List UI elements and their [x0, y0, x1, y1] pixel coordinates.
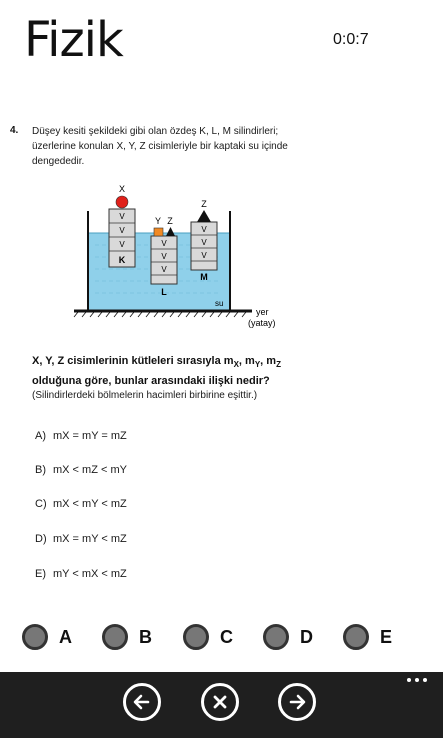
svg-text:V: V [161, 239, 167, 248]
answer-e[interactable]: E [343, 620, 392, 654]
svg-text:L: L [161, 287, 167, 297]
radio-a[interactable] [22, 624, 48, 650]
arrow-right-icon [287, 692, 307, 712]
close-icon [211, 693, 229, 711]
option-a: A) mX = mY = mZ [35, 430, 127, 442]
svg-text:(yatay): (yatay) [248, 318, 276, 328]
answer-d[interactable]: D [263, 620, 313, 654]
z-small-triangle [166, 227, 175, 236]
app-bar [0, 672, 443, 738]
svg-text:V: V [161, 265, 167, 274]
svg-text:V: V [201, 238, 207, 247]
z-triangle [197, 210, 211, 222]
question-note: (Silindirlerdeki bölmelerin hacimleri birbirine eşittir.) [32, 390, 258, 401]
svg-text:M: M [200, 272, 208, 282]
radio-d[interactable] [263, 624, 289, 650]
cylinder-m [191, 222, 217, 270]
option-b: B) mX < mZ < mY [35, 464, 127, 476]
option-c: C) mX < mY < mZ [35, 498, 127, 510]
radio-b[interactable] [102, 624, 128, 650]
close-button[interactable] [201, 683, 239, 721]
svg-text:V: V [119, 226, 125, 235]
radio-c[interactable] [183, 624, 209, 650]
svg-text:yer: yer [256, 307, 269, 317]
radio-e[interactable] [343, 624, 369, 650]
svg-text:Z: Z [167, 216, 173, 226]
answer-choices [0, 620, 443, 654]
physics-figure [70, 183, 310, 333]
answer-c[interactable]: C [183, 620, 233, 654]
cylinder-l [151, 236, 177, 284]
back-button[interactable] [123, 683, 161, 721]
svg-text:V: V [119, 240, 125, 249]
question-prompt: X, Y, Z cisimlerinin kütleleri sırasıyla $m_X$, $m_Y$, $m_Z$ olduğuna göre, bunlar arasındaki ilişki nedir? [32, 355, 281, 388]
svg-text:Z: Z [201, 199, 207, 209]
x-ball [116, 196, 128, 208]
option-e: E) mY < mX < mZ [35, 568, 127, 580]
question-number: 4. [10, 125, 19, 136]
y-box [154, 228, 163, 236]
timer: 0:0:7 [333, 31, 369, 48]
svg-text:K: K [118, 255, 126, 265]
answer-a[interactable]: A [22, 620, 72, 654]
cylinder-k [109, 209, 135, 267]
option-d: D) mX = mY < mZ [35, 533, 127, 545]
ellipsis-icon [407, 678, 411, 682]
svg-text:V: V [161, 252, 167, 261]
svg-text:V: V [119, 212, 125, 221]
svg-text:su: su [215, 299, 224, 308]
svg-text:X: X [118, 184, 126, 194]
arrow-left-icon [132, 692, 152, 712]
question-text: Düşey kesiti şekildeki gibi olan özdeş K, L, M silindirleri; üzerlerine konulan X, Y, Z cisimleriyle bir kaptaki su içinde dengededir. [32, 126, 288, 167]
svg-text:V: V [201, 251, 207, 260]
next-button[interactable] [278, 683, 316, 721]
svg-text:V: V [201, 225, 207, 234]
more-menu-button[interactable] [407, 678, 427, 682]
svg-text:Y: Y [154, 216, 162, 226]
app-title: Fizik [24, 12, 123, 68]
answer-b[interactable]: B [102, 620, 152, 654]
